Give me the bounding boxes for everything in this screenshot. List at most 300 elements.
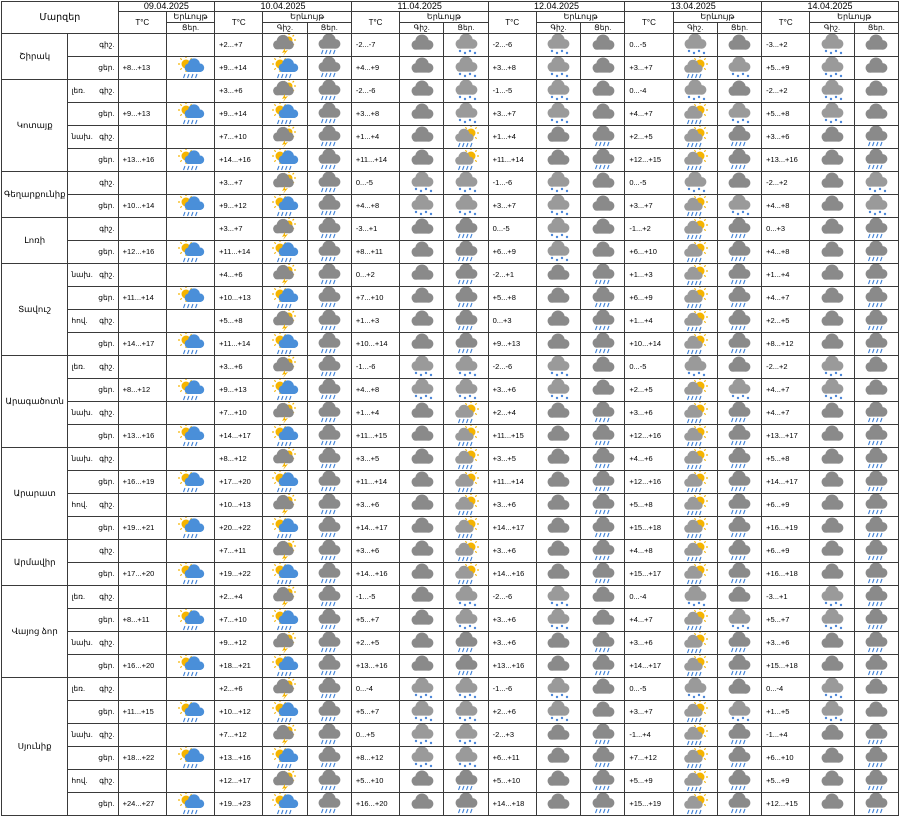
table-row bbox=[2, 149, 899, 172]
temperature-value: +3...+7 bbox=[488, 195, 536, 218]
cloudy-icon bbox=[400, 241, 444, 264]
temperature-value: +11...+14 bbox=[118, 287, 166, 310]
temperature-value: 0...-5 bbox=[488, 218, 536, 241]
cloudy-icon bbox=[810, 747, 854, 770]
temperature-value: +9...+13 bbox=[488, 333, 536, 356]
time-slot bbox=[68, 149, 118, 172]
cloudy-icon bbox=[536, 563, 580, 586]
cloudy-icon bbox=[810, 494, 854, 517]
cloudy-icon bbox=[581, 80, 625, 103]
slot-label: գիշ. bbox=[99, 362, 115, 372]
slot-label: ցեր. bbox=[98, 753, 115, 763]
cloudy-icon bbox=[400, 310, 444, 333]
temp-header: T°C bbox=[488, 12, 536, 34]
temperature-value: +14...+16 bbox=[215, 149, 263, 172]
cloudy-icon bbox=[536, 540, 580, 563]
cloud-rain-icon bbox=[581, 149, 625, 172]
table-row bbox=[2, 793, 899, 816]
zone-label: հով. bbox=[71, 500, 88, 510]
temperature-value: +5...+8 bbox=[762, 103, 810, 126]
cloudy-snow-icon bbox=[444, 195, 488, 218]
cloudy-icon bbox=[810, 402, 854, 425]
sun-cloud-icon bbox=[673, 218, 717, 241]
temperature-value: 0...-4 bbox=[625, 80, 673, 103]
cloudy-snow-icon bbox=[717, 701, 761, 724]
temp-header: T°C bbox=[762, 12, 810, 34]
cloud-sun-rain-icon bbox=[263, 563, 307, 586]
temperature-value: +16...+20 bbox=[351, 793, 399, 816]
cloud-rain-icon bbox=[854, 218, 898, 241]
cloudy-icon bbox=[854, 701, 898, 724]
temperature-value: +8...+12 bbox=[351, 747, 399, 770]
region-name: Տավուշ bbox=[2, 264, 68, 356]
slot-label: ցեր. bbox=[98, 385, 115, 395]
slot-label: գիշ. bbox=[99, 776, 115, 786]
zone-label: նախ. bbox=[71, 730, 93, 740]
temperature-value: -1...-6 bbox=[351, 356, 399, 379]
time-slot bbox=[68, 655, 118, 678]
time-slot bbox=[68, 448, 118, 471]
cloud-rain-icon bbox=[581, 126, 625, 149]
cloudy-snow-icon bbox=[536, 678, 580, 701]
temperature-value: +13...+17 bbox=[762, 425, 810, 448]
night-header: Գիշ. bbox=[810, 23, 854, 34]
temperature-value: +3...+5 bbox=[488, 448, 536, 471]
cloudy-thunder-icon bbox=[263, 172, 307, 195]
cloudy-icon bbox=[810, 264, 854, 287]
cloudy-snow-icon bbox=[400, 724, 444, 747]
sun-cloud-icon bbox=[673, 195, 717, 218]
table-row bbox=[2, 356, 899, 379]
cloud-sun-rain-icon bbox=[166, 57, 214, 80]
day-header: Ցեր. bbox=[307, 23, 351, 34]
cloud-sun-rain-icon bbox=[263, 379, 307, 402]
cloud-rain-icon bbox=[717, 747, 761, 770]
time-slot bbox=[68, 172, 118, 195]
table-row bbox=[2, 632, 899, 655]
cloudy-snow-icon bbox=[810, 701, 854, 724]
cloud-rain-icon bbox=[717, 402, 761, 425]
cloudy-snow-icon bbox=[673, 586, 717, 609]
empty-cell bbox=[166, 540, 214, 563]
cloudy-snow-icon bbox=[717, 57, 761, 80]
time-slot bbox=[68, 563, 118, 586]
cloud-sun-rain-icon bbox=[263, 425, 307, 448]
zone-label: նախ. bbox=[71, 454, 93, 464]
slot-label: ցեր. bbox=[98, 339, 115, 349]
cloud-rain-icon bbox=[307, 724, 351, 747]
slot-label: ցեր. bbox=[98, 155, 115, 165]
temperature-value: +3...+6 bbox=[488, 632, 536, 655]
slot-label: ցեր. bbox=[98, 569, 115, 579]
table-row bbox=[2, 333, 899, 356]
sun-cloud-icon bbox=[673, 103, 717, 126]
empty-cell bbox=[166, 310, 214, 333]
temperature-value: +4...+6 bbox=[625, 448, 673, 471]
slot-label: գիշ. bbox=[99, 270, 115, 280]
cloudy-thunder-icon bbox=[263, 448, 307, 471]
temperature-value: +13...+16 bbox=[118, 149, 166, 172]
cloud-rain-icon bbox=[307, 517, 351, 540]
cloud-rain-icon bbox=[717, 517, 761, 540]
temperature-value: +9...+14 bbox=[215, 103, 263, 126]
cloudy-icon bbox=[536, 724, 580, 747]
cloudy-snow-icon bbox=[810, 103, 854, 126]
slot-label: ցեր. bbox=[98, 247, 115, 257]
cloudy-icon bbox=[536, 517, 580, 540]
temperature-value: +12...+16 bbox=[118, 241, 166, 264]
cloud-rain-icon bbox=[854, 149, 898, 172]
cloudy-snow-icon bbox=[444, 356, 488, 379]
slot-label: ցեր. bbox=[98, 615, 115, 625]
slot-label: ցեր. bbox=[98, 201, 115, 211]
cloudy-icon bbox=[854, 57, 898, 80]
zone-label: հով. bbox=[71, 316, 88, 326]
cloudy-icon bbox=[581, 356, 625, 379]
slot-label: գիշ. bbox=[99, 408, 115, 418]
cloud-sun-rain-icon bbox=[263, 103, 307, 126]
cloud-rain-icon bbox=[307, 632, 351, 655]
cloudy-snow-icon bbox=[400, 701, 444, 724]
empty-cell bbox=[166, 494, 214, 517]
cloud-rain-icon bbox=[717, 448, 761, 471]
day-header: Ցեր. bbox=[854, 23, 898, 34]
cloud-sun-rain-icon bbox=[166, 149, 214, 172]
temperature-value: +3...+6 bbox=[762, 632, 810, 655]
cloud-rain-icon bbox=[307, 586, 351, 609]
cloud-rain-icon bbox=[307, 563, 351, 586]
cloud-rain-icon bbox=[854, 563, 898, 586]
temperature-value: +10...+12 bbox=[215, 701, 263, 724]
temperature-value: +7...+12 bbox=[215, 724, 263, 747]
temperature-value: +8...+11 bbox=[351, 241, 399, 264]
temperature-value: +11...+15 bbox=[351, 425, 399, 448]
temperature-value: +18...+21 bbox=[215, 655, 263, 678]
cloud-sun-rain-icon bbox=[166, 103, 214, 126]
temperature-value: +5...+9 bbox=[762, 57, 810, 80]
temperature-value: +2...+6 bbox=[215, 678, 263, 701]
cloud-sun-rain-icon bbox=[166, 563, 214, 586]
temperature-value: +4...+7 bbox=[625, 103, 673, 126]
cloudy-icon bbox=[717, 34, 761, 57]
cloud-rain-icon bbox=[307, 241, 351, 264]
cloudy-icon bbox=[854, 34, 898, 57]
sun-cloud-icon bbox=[444, 494, 488, 517]
temperature-value: +3...+6 bbox=[625, 632, 673, 655]
sun-cloud-icon bbox=[673, 241, 717, 264]
date-header: 13.04.2025 bbox=[625, 2, 762, 12]
empty-cell bbox=[166, 770, 214, 793]
cloudy-icon bbox=[536, 793, 580, 816]
cloudy-snow-icon bbox=[536, 57, 580, 80]
slot-label: ցեր. bbox=[98, 63, 115, 73]
cloud-rain-icon bbox=[307, 57, 351, 80]
cloud-rain-icon bbox=[717, 770, 761, 793]
sun-cloud-icon bbox=[673, 609, 717, 632]
cloud-sun-rain-icon bbox=[166, 333, 214, 356]
cloud-rain-icon bbox=[307, 494, 351, 517]
cloud-rain-icon bbox=[854, 310, 898, 333]
table-row bbox=[2, 103, 899, 126]
time-slot bbox=[68, 632, 118, 655]
temperature-value: +3...+6 bbox=[762, 126, 810, 149]
temperature-value: +1...+3 bbox=[351, 310, 399, 333]
cloud-rain-icon bbox=[581, 793, 625, 816]
temperature-value: 0...-5 bbox=[625, 172, 673, 195]
table-row bbox=[2, 701, 899, 724]
night-header: Գիշ. bbox=[536, 23, 580, 34]
cloud-rain-icon bbox=[581, 540, 625, 563]
cloudy-snow-icon bbox=[444, 609, 488, 632]
temperature-value: +11...+14 bbox=[351, 149, 399, 172]
cloudy-thunder-icon bbox=[263, 356, 307, 379]
cloudy-icon bbox=[581, 172, 625, 195]
time-slot bbox=[68, 425, 118, 448]
zone-label: հով. bbox=[71, 776, 88, 786]
phenomena-header: Երևույթ bbox=[673, 12, 761, 23]
temperature-value: +10...+14 bbox=[625, 333, 673, 356]
cloudy-snow-icon bbox=[444, 57, 488, 80]
temperature-value: 0...-4 bbox=[762, 678, 810, 701]
temperature-value: +6...+10 bbox=[762, 747, 810, 770]
temperature-value: +13...+16 bbox=[762, 149, 810, 172]
cloud-rain-icon bbox=[581, 563, 625, 586]
temperature-value: +5...+7 bbox=[762, 609, 810, 632]
sun-cloud-icon bbox=[444, 126, 488, 149]
time-slot bbox=[68, 471, 118, 494]
cloud-rain-icon bbox=[581, 264, 625, 287]
temperature-value: +9...+12 bbox=[215, 632, 263, 655]
cloudy-snow-icon bbox=[536, 701, 580, 724]
cloudy-icon bbox=[400, 448, 444, 471]
cloud-rain-icon bbox=[854, 770, 898, 793]
cloud-sun-rain-icon bbox=[166, 517, 214, 540]
cloudy-thunder-icon bbox=[263, 724, 307, 747]
slot-label: գիշ. bbox=[99, 178, 115, 188]
cloudy-snow-icon bbox=[444, 724, 488, 747]
cloud-rain-icon bbox=[717, 494, 761, 517]
cloud-sun-rain-icon bbox=[166, 471, 214, 494]
cloudy-snow-icon bbox=[810, 356, 854, 379]
time-slot bbox=[68, 333, 118, 356]
slot-label: ցեր. bbox=[98, 109, 115, 119]
cloud-rain-icon bbox=[307, 678, 351, 701]
sun-cloud-icon bbox=[673, 448, 717, 471]
cloudy-icon bbox=[581, 218, 625, 241]
time-slot bbox=[68, 701, 118, 724]
cloudy-icon bbox=[810, 287, 854, 310]
temperature-value bbox=[118, 770, 166, 793]
region-name: Գեղարքունիք bbox=[2, 172, 68, 218]
slot-label: ցեր. bbox=[98, 431, 115, 441]
temperature-value: +8...+12 bbox=[762, 333, 810, 356]
temperature-value: +3...+6 bbox=[488, 609, 536, 632]
region-name: Արմավիր bbox=[2, 540, 68, 586]
date-header: 12.04.2025 bbox=[488, 2, 625, 12]
cloud-rain-icon bbox=[307, 770, 351, 793]
cloudy-icon bbox=[581, 195, 625, 218]
table-row bbox=[2, 402, 899, 425]
temperature-value bbox=[118, 494, 166, 517]
cloudy-thunder-icon bbox=[263, 218, 307, 241]
region-header: Մարզեր bbox=[2, 2, 119, 34]
cloud-rain-icon bbox=[444, 241, 488, 264]
cloud-rain-icon bbox=[717, 333, 761, 356]
cloud-rain-icon bbox=[307, 195, 351, 218]
temp-header: T°C bbox=[215, 12, 263, 34]
cloudy-icon bbox=[536, 494, 580, 517]
sun-cloud-icon bbox=[444, 517, 488, 540]
cloud-sun-rain-icon bbox=[263, 195, 307, 218]
cloudy-thunder-icon bbox=[263, 80, 307, 103]
cloudy-snow-icon bbox=[717, 195, 761, 218]
cloudy-icon bbox=[810, 563, 854, 586]
cloud-rain-icon bbox=[581, 632, 625, 655]
cloudy-icon bbox=[400, 103, 444, 126]
cloudy-snow-icon bbox=[400, 747, 444, 770]
cloudy-icon bbox=[400, 34, 444, 57]
time-slot bbox=[68, 494, 118, 517]
cloudy-snow-icon bbox=[444, 103, 488, 126]
temperature-value: 0...+2 bbox=[351, 264, 399, 287]
cloudy-icon bbox=[400, 517, 444, 540]
cloudy-snow-icon bbox=[673, 172, 717, 195]
zone-label: նախ. bbox=[71, 638, 93, 648]
sun-cloud-icon bbox=[444, 402, 488, 425]
temperature-value: +11...+15 bbox=[488, 425, 536, 448]
cloudy-icon bbox=[810, 540, 854, 563]
time-slot bbox=[68, 609, 118, 632]
cloudy-icon bbox=[854, 103, 898, 126]
cloud-rain-icon bbox=[581, 517, 625, 540]
region-name: Շիրակ bbox=[2, 34, 68, 80]
region-name: Կոտայք bbox=[2, 80, 68, 172]
cloudy-snow-icon bbox=[673, 80, 717, 103]
cloudy-snow-icon bbox=[810, 678, 854, 701]
temperature-value: +14...+18 bbox=[488, 793, 536, 816]
temperature-value bbox=[118, 34, 166, 57]
time-slot bbox=[68, 379, 118, 402]
table-row bbox=[2, 241, 899, 264]
slot-label: գիշ. bbox=[99, 224, 115, 234]
temperature-value: +14...+17 bbox=[351, 517, 399, 540]
cloud-sun-rain-icon bbox=[263, 517, 307, 540]
cloudy-icon bbox=[810, 632, 854, 655]
table-row bbox=[2, 655, 899, 678]
cloudy-icon bbox=[581, 34, 625, 57]
table-row bbox=[2, 517, 899, 540]
cloud-sun-rain-icon bbox=[263, 57, 307, 80]
cloud-rain-icon bbox=[854, 494, 898, 517]
cloudy-icon bbox=[810, 425, 854, 448]
temperature-value: +24...+27 bbox=[118, 793, 166, 816]
temperature-value: +8...+12 bbox=[215, 448, 263, 471]
cloudy-icon bbox=[400, 333, 444, 356]
temperature-value: +20...+22 bbox=[215, 517, 263, 540]
sun-cloud-icon bbox=[673, 333, 717, 356]
day-header: Ցեր. bbox=[166, 23, 214, 34]
temperature-value: +3...+8 bbox=[351, 103, 399, 126]
sun-cloud-icon bbox=[673, 747, 717, 770]
cloudy-icon bbox=[400, 632, 444, 655]
cloud-sun-rain-icon bbox=[263, 149, 307, 172]
cloud-rain-icon bbox=[307, 793, 351, 816]
temperature-value: +14...+17 bbox=[118, 333, 166, 356]
slot-label: գիշ. bbox=[99, 86, 115, 96]
region-name: Արարատ bbox=[2, 448, 68, 540]
temperature-value: 0...+3 bbox=[488, 310, 536, 333]
sun-cloud-icon bbox=[673, 287, 717, 310]
cloud-rain-icon bbox=[307, 402, 351, 425]
cloudy-icon bbox=[581, 103, 625, 126]
table-row bbox=[2, 172, 899, 195]
time-slot bbox=[68, 747, 118, 770]
sun-cloud-icon bbox=[673, 494, 717, 517]
slot-label: ցեր. bbox=[98, 477, 115, 487]
sun-cloud-icon bbox=[444, 471, 488, 494]
cloud-rain-icon bbox=[581, 494, 625, 517]
cloudy-icon bbox=[581, 586, 625, 609]
cloud-rain-icon bbox=[717, 218, 761, 241]
temperature-value: +11...+14 bbox=[351, 471, 399, 494]
temperature-value bbox=[118, 126, 166, 149]
temperature-value: +2...+5 bbox=[762, 310, 810, 333]
cloudy-thunder-icon bbox=[263, 34, 307, 57]
slot-label: գիշ. bbox=[99, 132, 115, 142]
table-row bbox=[2, 195, 899, 218]
sun-cloud-icon bbox=[673, 149, 717, 172]
cloudy-icon bbox=[854, 356, 898, 379]
cloud-rain-icon bbox=[444, 333, 488, 356]
cloudy-icon bbox=[717, 586, 761, 609]
temperature-value bbox=[118, 172, 166, 195]
zone-label: լեռ. bbox=[71, 86, 86, 96]
cloudy-icon bbox=[400, 218, 444, 241]
temperature-value bbox=[118, 402, 166, 425]
temperature-value: +1...+3 bbox=[625, 264, 673, 287]
cloudy-icon bbox=[536, 448, 580, 471]
cloudy-snow-icon bbox=[400, 678, 444, 701]
cloud-rain-icon bbox=[581, 655, 625, 678]
temperature-value: -2...-6 bbox=[351, 80, 399, 103]
temperature-value: +14...+17 bbox=[762, 471, 810, 494]
cloudy-icon bbox=[810, 724, 854, 747]
temperature-value: +11...+15 bbox=[118, 701, 166, 724]
temperature-value: +8...+13 bbox=[118, 57, 166, 80]
temperature-value: +3...+6 bbox=[625, 402, 673, 425]
temperature-value: +16...+18 bbox=[762, 563, 810, 586]
empty-cell bbox=[166, 172, 214, 195]
cloudy-snow-icon bbox=[444, 379, 488, 402]
day-header: Ցեր. bbox=[444, 23, 488, 34]
temperature-value: -3...+1 bbox=[351, 218, 399, 241]
cloudy-icon bbox=[810, 770, 854, 793]
temperature-value: -1...-6 bbox=[488, 678, 536, 701]
temperature-value: -2...+2 bbox=[762, 80, 810, 103]
temperature-value: +2...+5 bbox=[351, 632, 399, 655]
temperature-value: -1...+4 bbox=[762, 724, 810, 747]
cloudy-icon bbox=[536, 333, 580, 356]
temperature-value: +5...+10 bbox=[488, 770, 536, 793]
temperature-value: +9...+13 bbox=[118, 103, 166, 126]
cloudy-icon bbox=[581, 609, 625, 632]
cloudy-snow-icon bbox=[673, 678, 717, 701]
temperature-value: +11...+14 bbox=[215, 241, 263, 264]
cloud-rain-icon bbox=[854, 793, 898, 816]
night-header: Գիշ. bbox=[400, 23, 444, 34]
temperature-value: +4...+8 bbox=[625, 540, 673, 563]
cloudy-snow-icon bbox=[536, 586, 580, 609]
